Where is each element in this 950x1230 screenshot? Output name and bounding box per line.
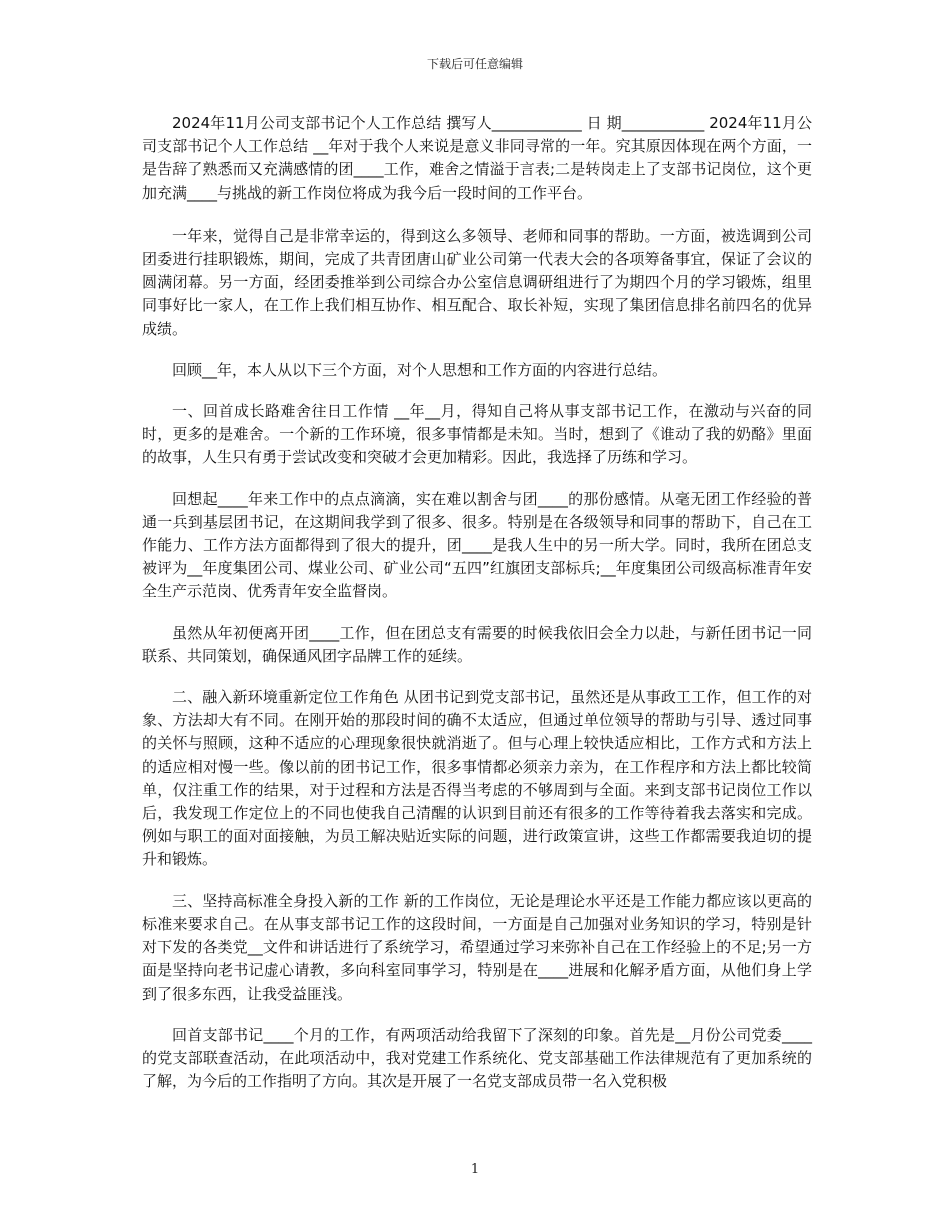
paragraph: 回想起____年来工作中的点点滴滴，实在难以割舍与团____的那份感情。从毫无团工作经验的普通一兵到基层团书记，在这期间我学到了很多、很多。特别是在各级领导和同事的帮助下，自己在工作能力、工作方法方面都得到了很大的提升，团____是我人生中的另一所大学。同时，我所在团总支被评为__年度集团公司、煤业公司、矿业公司“五四”红旗团支部标兵;__年度集团公司级高标准青年安全生产示范岗、优秀青年安全监督岗。: [142, 489, 812, 601]
document-body: [142, 112, 812, 1111]
page-header-note: 下载后可任意编辑: [426, 57, 523, 71]
paragraph: 回顾__年，本人从以下三个方面，对个人思想和工作方面的内容进行总结。: [172, 360, 668, 379]
paragraph: 三、坚持高标准全身投入新的工作 新的工作岗位，无论是理论水平还是工作能力都应该以更高的标准来要求自己。在从事支部书记工作的这段时间，一方面是自己加强对业务知识的学习，特别是针对下发的各类党__文件和讲话进行了系统学习，希望通过学习来弥补自己在工作经验上的不足;另一方面是坚持向老书记虚心请教，多向科室同事学习，特别是在____进展和化解矛盾方面，从他们身上学到了很多东西，让我受益匪浅。: [142, 891, 812, 1003]
paragraph: 一年来，觉得自己是非常幸运的，得到这么多领导、老师和同事的帮助。一方面，被选调到公司团委进行挂职锻炼，期间，完成了共青团唐山矿业公司第一代表大会的各项筹备事宜，保证了会议的圆满闭幕。另一方面，经团委推举到公司综合办公室信息调研组进行了为期四个月的学习锻炼，组里同事好比一家人，在工作上我们相互协作、相互配合、取长补短，实现了集团信息排名前四名的优异成绩。: [142, 226, 812, 338]
page-number: 1: [470, 1162, 480, 1177]
paragraph: 二、融入新环境重新定位工作角色 从团书记到党支部书记，虽然还是从事政工工作，但工作的对象、方法却大有不同。在刚开始的那段时间的确不太适应，但通过单位领导的帮助与引导、透过同事的关怀与照顾，这种不适应的心理现象很快就消逝了。但与心理上较快适应相比，工作方式和方法上的适应相对慢一些。像以前的团书记工作，很多事情都必须亲力亲为，在工作程序和方法上都比较简单，仅注重工作的结果，对于过程和方法是否得当考虑的不够周到与全面。来到支部书记岗位工作以后，我发现工作定位上的不同也使我自己清醒的认识到目前还有很多的工作等待着我去落实和完成。例如与职工的面对面接触，为员工解决贴近实际的问题，进行政策宣讲，这些工作都需要我迫切的提升和锻炼。: [142, 688, 812, 869]
paragraph: 一、回首成长路难舍往日工作情 __年__月，得知自己将从事支部书记工作，在激动与兴奋的同时，更多的是难舍。一个新的工作环境，很多事情都是未知。当时，想到了《谁动了我的奶酪》里面的故事，人生只有勇于尝试改变和突破才会更加精彩。因此，我选择了历练和学习。: [142, 402, 812, 467]
paragraph-title-intro: 2024年11月公司支部书记个人工作总结 撰写人____________ 日 期___________ 2024年11月公司支部书记个人工作总结 __年对于我个人来说是意义非同寻常的一年。究其原因体现在两个方面，一是告辞了熟悉而又充满感情的团____工作，难舍之情溢于言表;二是转岗走上了支部书记岗位，这个更加充满____与挑战的新工作岗位将成为我今后一段时间的工作平台。: [142, 114, 812, 202]
paragraph: 回首支部书记____个月的工作，有两项活动给我留下了深刻的印象。首先是__月份公司党委____的党支部联查活动，在此项活动中，我对党建工作系统化、党支部基础工作法律规范有了更加系统的了解，为今后的工作指明了方向。其次是开展了一名党支部成员带一名入党积极: [142, 1025, 812, 1091]
paragraph: 虽然从年初便离开团____工作，但在团总支有需要的时候我依旧会全力以赴，与新任团书记一同联系、共同策划，确保通风团字品牌工作的延续。: [142, 623, 812, 665]
